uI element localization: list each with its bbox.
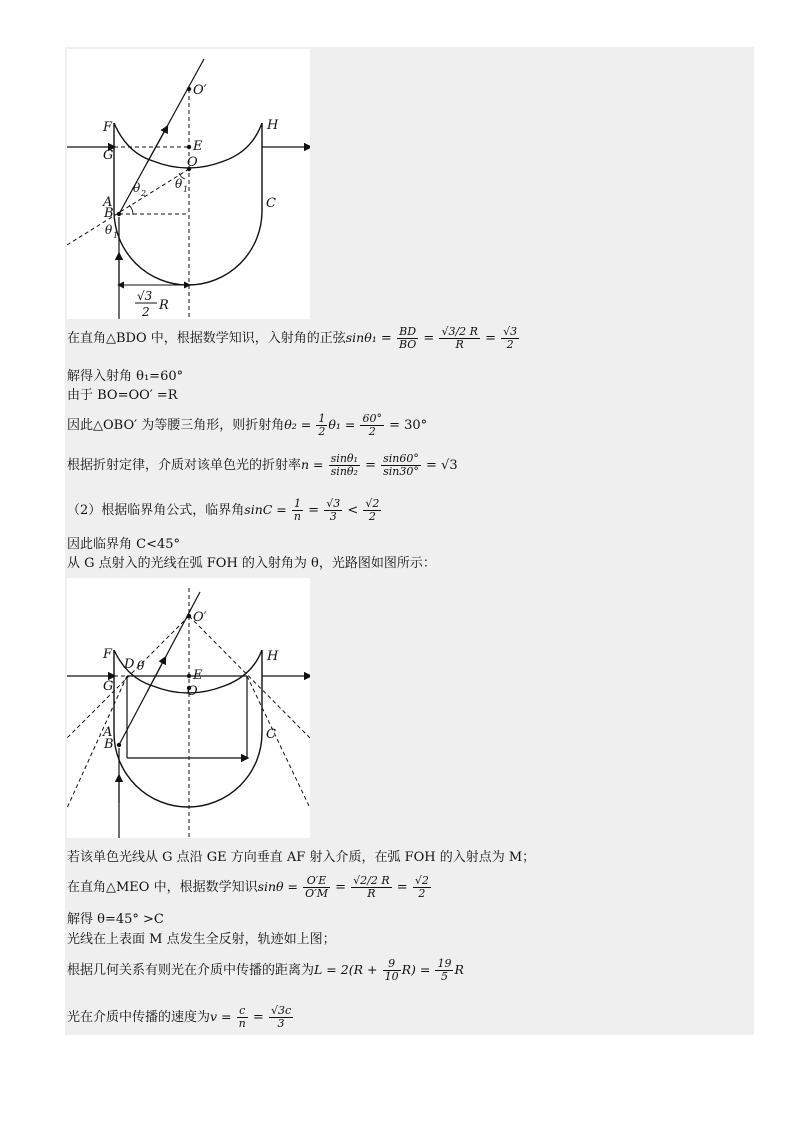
label-c: C [266,196,276,211]
label-b: B [104,206,114,221]
text-line-12: 光线在上表面 M 点发生全反射，轨迹如上图； [67,932,336,947]
text-line-8: 从 G 点射入的光线在弧 FOH 的入射角为 θ，光路图如图所示： [67,556,436,571]
label-width-num: √3 [137,289,153,303]
diagram-1-svg [67,49,310,319]
label-o-prime: O′ [193,83,207,98]
fraction: $\frac{√2/2 R}{R}$ [353,874,390,900]
label2-h: H [267,649,279,664]
fraction: $\frac{\text{sinθ₁}}{\text{sinθ₂}}$ [330,452,358,478]
fraction: $\frac{9}{10}$ [384,957,399,983]
fraction: $\frac{BD}{BO}$ [398,325,417,351]
text-line-11: 解得 θ=45° >C [67,912,164,927]
label-width-r: R [159,298,169,313]
fraction: $\frac{O'E}{O'M}$ [305,874,328,900]
label-theta1: θ [175,177,183,191]
fraction: $\frac{√3}{3}$ [326,497,341,523]
label-g: G [103,148,114,163]
text-line-6: （2）根据临界角公式，临界角sinC = $\frac{1}{n}$ = $\frac{√3}{3}$ < $\frac{√2}{2}$ [67,497,380,523]
diagram-2-svg [67,578,310,838]
label2-b: B [104,737,114,752]
text-line-3: 由于 BO=OO′ =R [67,388,178,403]
label-h: H [267,118,279,133]
text-line-14: 光在介质中传播的速度为v = $\frac{c}{n}$ = $\frac{√3c}{3}$ [67,1004,292,1030]
label-theta2-sub: 2 [141,189,147,198]
label2-c: C [266,727,276,742]
label2-o: O [187,684,198,699]
label-theta1-b: θ [105,223,113,237]
label2-d: D [124,657,135,672]
fraction: $\frac{c}{n}$ [238,1004,246,1030]
label2-theta: θ [137,659,145,673]
text-line-2: 解得入射角 θ₁=60° [67,369,184,384]
label-f: F [103,120,113,135]
fraction: $\frac{1}{n}$ [293,497,301,523]
label2-g: G [103,679,114,694]
label2-a: A [103,725,113,740]
label-a: A [103,195,113,210]
label2-o-prime: O′ [193,610,207,625]
label-theta2: θ [133,181,141,195]
label-width-den: 2 [142,305,150,319]
fraction: $\frac{1}{2}$ [318,412,326,438]
label2-f: F [103,647,113,662]
text-line-9: 若该单色光线从 G 点沿 GE 方向垂直 AF 射入介质，在弧 FOH 的入射点为 M； [67,850,536,865]
label-theta1-b-sub: 1 [113,231,119,240]
fraction: $\frac{√3c}{3}$ [270,1004,292,1030]
fraction: $\frac{19}{5}$ [437,957,452,983]
label-theta1-sub: 1 [183,185,189,194]
text-line-10: 在直角△MEO 中，根据数学知识sinθ = $\frac{O'E}{O'M}$ = $\frac{√2/2 R}{R}$ = $\frac{√2}{2}$ [67,874,429,900]
fraction: $\frac{60^\circ}{2}$ [362,412,382,438]
fraction: $\frac{√3}{2}$ [503,325,518,351]
text-line-4: 因此△OBO′ 为等腰三角形，则折射角θ₂ = $\frac{1}{2}$ θ₁ = $\frac{60^\circ}{2}$ = 30° [67,412,428,438]
diagram-1 [67,49,310,319]
fraction: $\frac{√3/2 R}{R}$ [441,325,478,351]
text-line-7: 因此临界角 C<45° [67,537,181,552]
text-line-1: 在直角△BDO 中，根据数学知识，入射角的正弦sinθ₁ = $\frac{BD}{BO}$ = $\frac{√3/2 R}{R}$ = $\frac{√3}{2}$ [67,325,518,351]
text-line-5: 根据折射定律，介质对该单色光的折射率n = $\frac{\text{sinθ₁}}{\text{sinθ₂}}$ = $\frac{\sin 60^\circ}{\sin 30^\circ}$ = √3 [67,452,458,478]
fraction: $\frac{\sin 60^\circ}{\sin 30^\circ}$ [383,452,419,478]
label-o: O [187,155,198,170]
label2-e: E [193,668,203,683]
diagram-2 [67,578,310,838]
label-e: E [193,139,203,154]
text-line-13: 根据几何关系有则光在介质中传播的距离为L = 2(R + $\frac{9}{10}$ R) = $\frac{19}{5}$ R [67,957,464,983]
fraction: $\frac{√2}{2}$ [365,497,380,523]
fraction: $\frac{√2}{2}$ [414,874,429,900]
